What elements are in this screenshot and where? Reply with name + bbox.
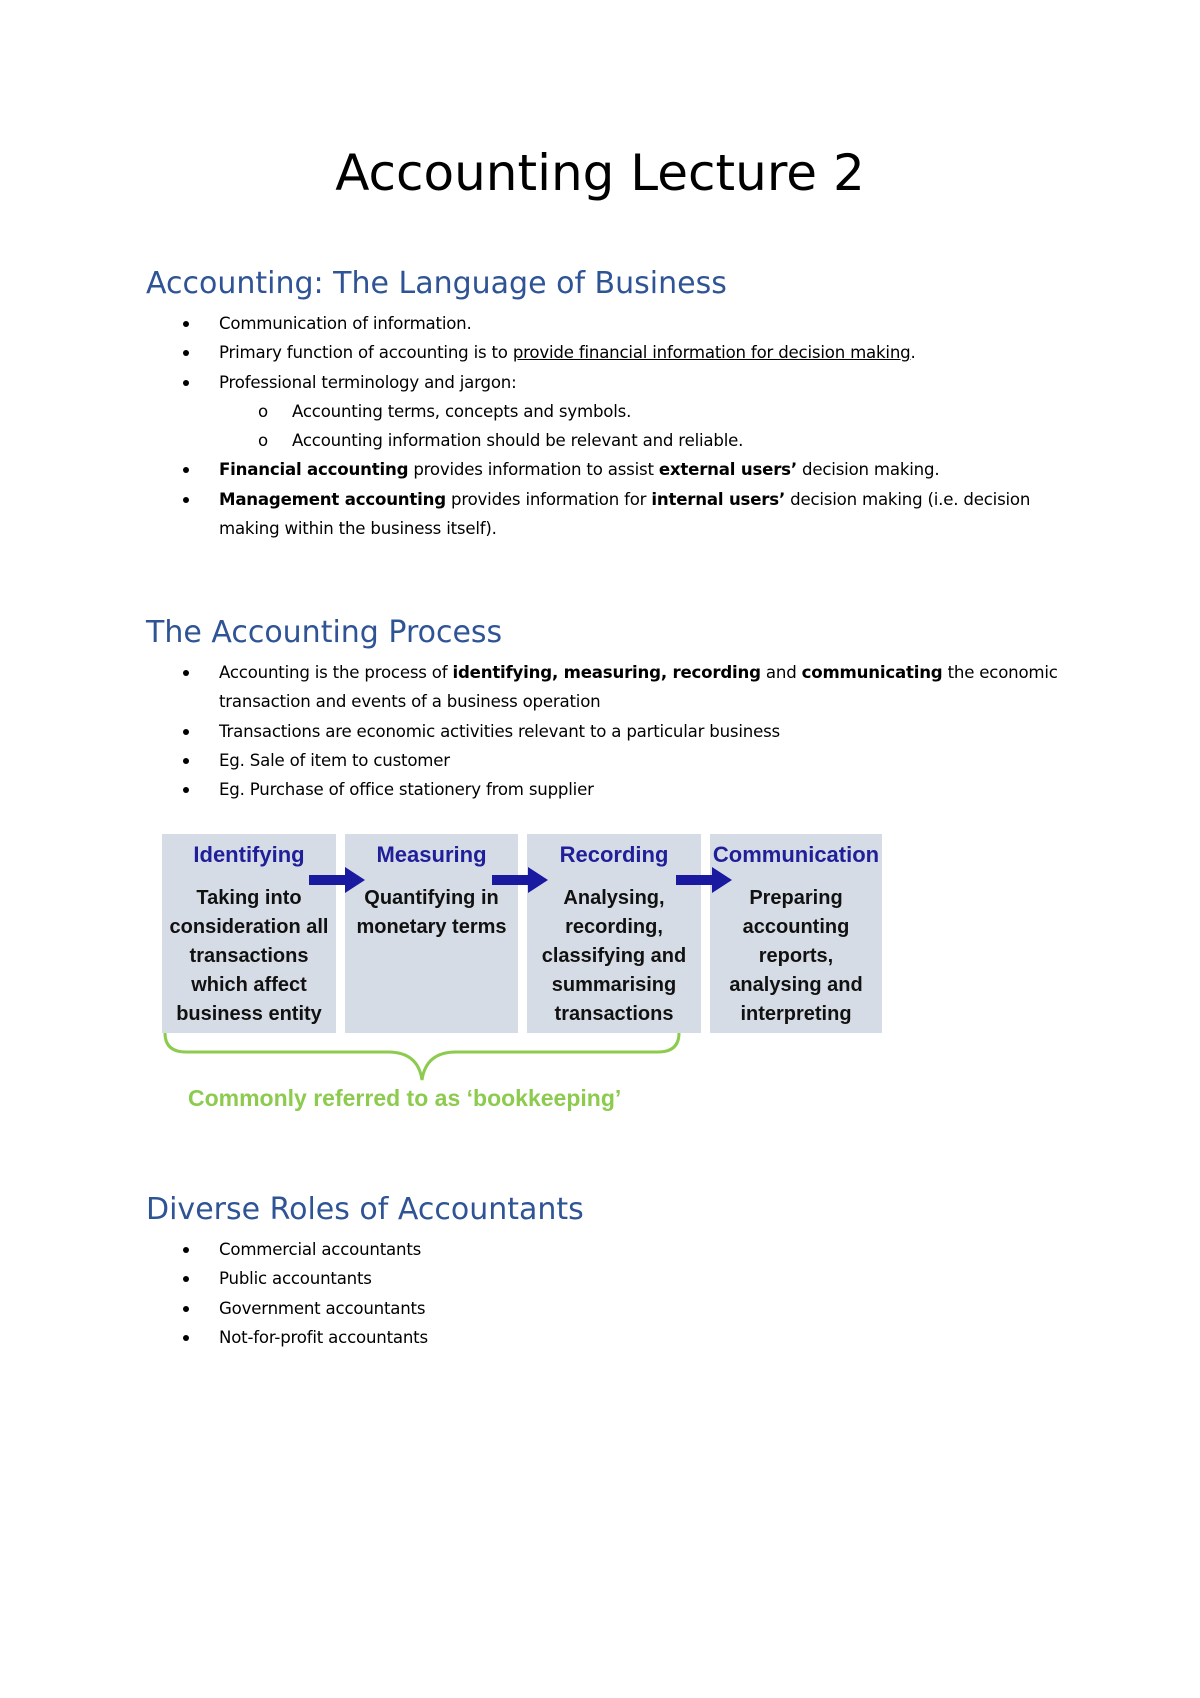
list-item (146, 658, 1076, 717)
box-description: Analysing, recording, classifying and summarising transactions (541, 887, 687, 1025)
item-text: Not-for-profit accountants (219, 1327, 428, 1347)
box-title: Recording (559, 842, 669, 867)
process-box-communication (710, 834, 882, 1033)
accounting-process-diagram (162, 834, 882, 1124)
bold-text: Financial accounting (219, 460, 409, 480)
list-item (146, 309, 1076, 338)
bold-text: identifying, measuring, recording (452, 663, 761, 682)
section-heading: The Accounting Process (146, 615, 503, 650)
item-text: Accounting is the process of (219, 663, 453, 682)
item-text: Transactions are economic activities relevant to a particular business (219, 721, 780, 741)
item-text: . (910, 343, 916, 363)
arrow-right-icon (676, 867, 732, 893)
list-item (146, 746, 1076, 775)
arrow-right-icon (492, 867, 548, 893)
box-description: Taking into consideration all transactions which affect business entity (169, 887, 329, 1025)
bold-text: internal users’ (651, 489, 786, 509)
list-item (146, 368, 1076, 397)
box-description: Preparing accounting reports, analysing and interpreting (729, 887, 863, 1025)
item-text: Eg. Sale of item to customer (219, 750, 450, 770)
item-text: Commercial accountants (219, 1240, 422, 1259)
section-heading: Accounting: The Language of Business (146, 266, 727, 301)
list-item (146, 1323, 1076, 1352)
item-text: and (760, 663, 802, 682)
process-box-recording (527, 834, 701, 1033)
item-text: provides information for (445, 489, 652, 509)
item-text: decision making (i.e. decision making within the business itself). (219, 489, 1031, 539)
item-text: provides information to assist (408, 460, 659, 480)
sub-list-item (146, 397, 1076, 426)
item-text: the economic transaction and events of a business operation (219, 663, 1058, 712)
arrow-right-icon (309, 867, 365, 893)
box-title: Measuring (376, 842, 487, 867)
item-text: Government accountants (219, 1298, 426, 1318)
bold-text: communicating (801, 663, 943, 682)
list-item (146, 775, 1076, 804)
sub-bullet-marker: o (258, 431, 268, 451)
box-description: Quantifying in monetary terms (356, 887, 507, 938)
list-item (146, 338, 1076, 367)
underlined-text: provide financial information for decision making (512, 343, 911, 363)
curly-brace-icon (162, 1030, 682, 1090)
list-item (146, 455, 1076, 484)
item-text: Accounting terms, concepts and symbols. (292, 401, 632, 421)
bullet-list (146, 658, 1076, 804)
bullet-list (146, 309, 1076, 543)
document-title: Accounting Lecture 2 (335, 144, 865, 202)
list-item (146, 1264, 1076, 1293)
list-item (146, 485, 1076, 544)
section-language-of-business (146, 265, 1076, 543)
item-text: Eg. Purchase of office stationery from supplier (219, 780, 594, 800)
bold-text: external users’ (658, 460, 797, 480)
sub-bullet-marker: o (258, 401, 268, 421)
process-box-measuring (345, 834, 518, 1033)
list-item (146, 1294, 1076, 1323)
list-item (146, 1235, 1076, 1264)
box-title: Communication (712, 842, 880, 867)
section-accounting-process (146, 614, 1076, 804)
item-text: Accounting information should be relevant and reliable. (292, 431, 744, 451)
bold-text: Management accounting (219, 489, 446, 509)
box-title: Identifying (193, 842, 305, 867)
list-item (146, 717, 1076, 746)
bookkeeping-label: Commonly referred to as ‘bookkeeping’ (188, 1085, 622, 1111)
item-text: Communication of information. (219, 314, 472, 333)
bullet-list (146, 1235, 1076, 1352)
process-box-identifying (162, 834, 336, 1033)
item-text: Professional terminology and jargon: (219, 372, 517, 392)
section-heading: Diverse Roles of Accountants (146, 1192, 584, 1227)
section-roles-of-accountants (146, 1191, 1076, 1352)
sub-list-item (146, 426, 1076, 455)
item-text: decision making. (796, 460, 940, 480)
item-text: Primary function of accounting is to (219, 343, 513, 363)
item-text: Public accountants (219, 1269, 372, 1289)
